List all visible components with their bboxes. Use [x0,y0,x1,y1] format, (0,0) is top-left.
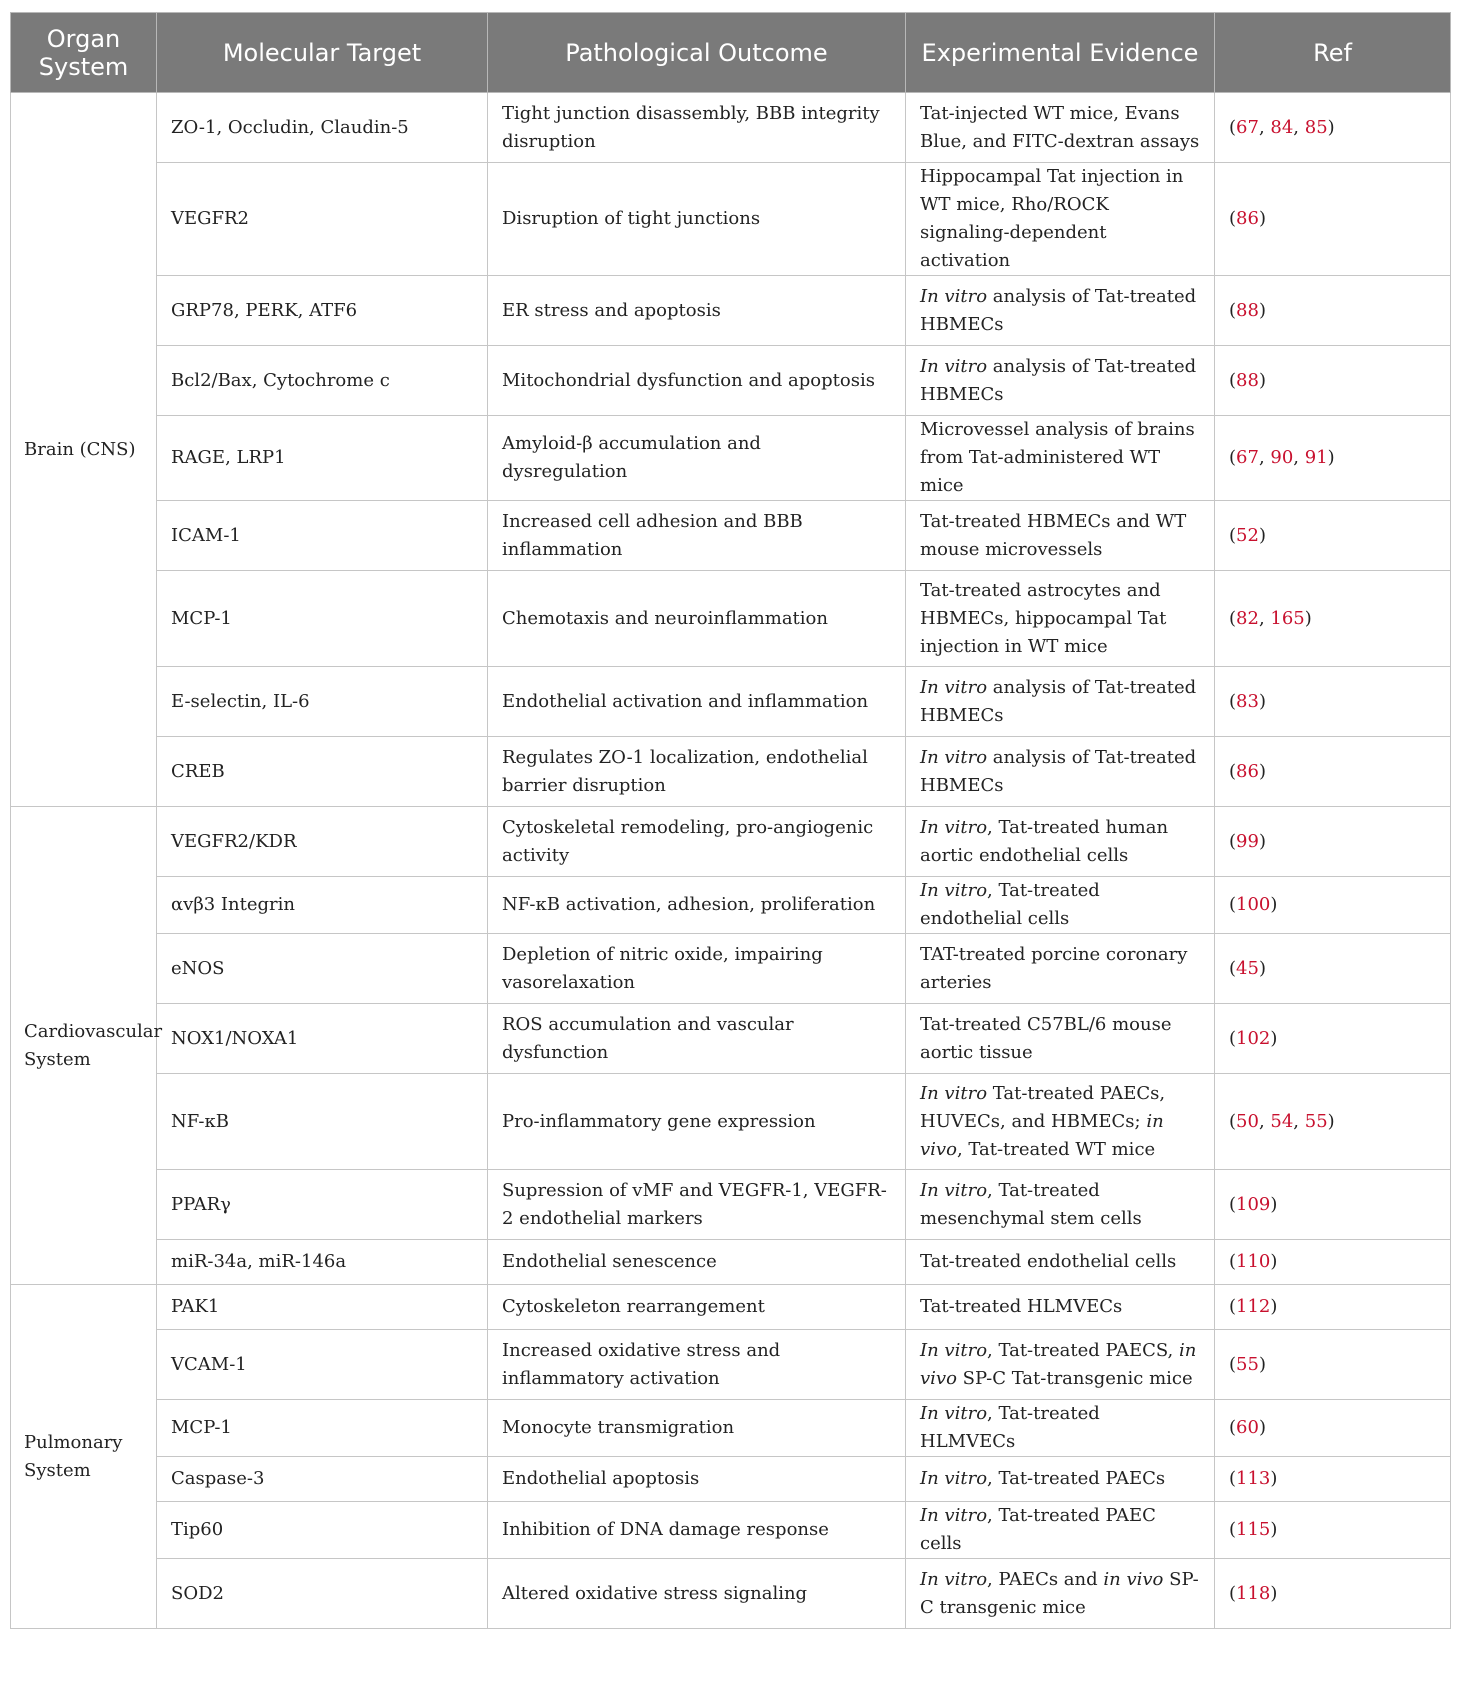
pathological-outcome-cell: Mitochondrial dysfunction and apoptosis [488,346,906,416]
evidence-text: , Tat-treated HLMVECs [920,1403,1106,1452]
reference-link[interactable]: 84 [1270,116,1294,138]
experimental-evidence-cell [906,1502,1215,1559]
experimental-evidence-cell [906,1559,1215,1629]
pathological-outcome-cell: ER stress and apoptosis [488,276,906,346]
ref-cell: (115) [1215,1502,1451,1559]
ref-cell: (99) [1215,807,1451,877]
organ-system-cell: Brain (CNS) [11,93,157,807]
table-row [11,667,1451,737]
ref-cell: (45) [1215,934,1451,1004]
reference-link[interactable]: 90 [1270,447,1294,468]
ref-cell: (110) [1215,1240,1451,1285]
pathological-outcome-cell: Endothelial apoptosis [488,1457,906,1502]
pathological-outcome-cell: Increased oxidative stress and inflammatory activation [488,1330,906,1400]
molecular-target-cell: NF-κB [157,1074,488,1170]
reference-link[interactable]: 45 [1236,957,1259,979]
evidence-text: , PAECs and [987,1568,1104,1590]
table-row [11,163,1451,276]
molecular-target-cell: NOX1/NOXA1 [157,1004,488,1074]
organ-system-cell: Cardiovascular System [11,807,157,1285]
reference-link[interactable]: 88 [1236,299,1259,321]
reference-link[interactable]: 99 [1236,830,1259,852]
molecular-target-cell: E-selectin, IL-6 [157,667,488,737]
ref-cell: (102) [1215,1004,1451,1074]
table-row [11,1457,1451,1502]
reference-link[interactable]: 54 [1270,1110,1294,1132]
evidence-italic-text: In vitro [920,1179,988,1201]
reference-link[interactable]: 82 [1236,607,1259,629]
reference-link[interactable]: 112 [1236,1296,1271,1317]
experimental-evidence-cell [906,1170,1215,1240]
pathological-outcome-cell: Pro-inflammatory gene expression [488,1074,906,1170]
experimental-evidence-cell [906,807,1215,877]
molecular-target-cell: VEGFR2/KDR [157,807,488,877]
table-row [11,276,1451,346]
evidence-text: analysis of Tat-treated HBMECs [920,355,1202,405]
evidence-text: analysis of Tat-treated HBMECs [920,285,1202,335]
table-row [11,1400,1451,1457]
organ-system-cell: Pulmonary System [11,1285,157,1629]
evidence-text: TAT-treated porcine coronary arteries [920,943,1194,993]
molecular-target-cell: eNOS [157,934,488,1004]
ref-cell: (112) [1215,1285,1451,1330]
molecular-target-cell: PAK1 [157,1285,488,1330]
reference-link[interactable]: 55 [1304,1110,1328,1132]
evidence-italic-text: In vitro [920,676,988,698]
table-row [11,416,1451,501]
molecular-target-cell: ZO-1, Occludin, Claudin-5 [157,93,488,163]
reference-link[interactable]: 100 [1236,894,1271,915]
evidence-italic-text: in vivo [920,1110,1170,1160]
header-molecular-target: Molecular Target [157,13,488,93]
pathological-outcome-cell: Regulates ZO-1 localization, endothelial barrier disruption [488,737,906,807]
evidence-text: Microvessel analysis of brains from Tat-administered WT mice [920,419,1201,496]
table-row [11,1330,1451,1400]
evidence-text: SP-C Tat-transgenic mice [956,1367,1193,1389]
molecular-target-cell: VEGFR2 [157,163,488,276]
molecular-target-cell: PPARγ [157,1170,488,1240]
experimental-evidence-cell [906,276,1215,346]
pathological-outcome-cell: NF-κB activation, adhesion, proliferation [488,877,906,934]
reference-link[interactable]: 102 [1236,1027,1271,1049]
molecular-target-cell: GRP78, PERK, ATF6 [157,276,488,346]
reference-link[interactable]: 50 [1236,1110,1259,1132]
evidence-italic-text: In vitro [920,1505,988,1526]
molecular-target-cell: MCP-1 [157,571,488,667]
evidence-italic-text: In vitro [920,1403,988,1424]
experimental-evidence-cell [906,1330,1215,1400]
evidence-text: , Tat-treated human aortic endothelial cells [920,816,1174,866]
evidence-text: Tat-treated astrocytes and HBMECs, hippocampal Tat injection in WT mice [920,579,1173,657]
pathological-outcome-cell: Depletion of nitric oxide, impairing vasorelaxation [488,934,906,1004]
table-row [11,877,1451,934]
ref-cell: (67, 90, 91) [1215,416,1451,501]
molecular-target-cell: Bcl2/Bax, Cytochrome c [157,346,488,416]
reference-link[interactable]: 83 [1236,690,1259,712]
pathological-outcome-cell: Tight junction disassembly, BBB integrity disruption [488,93,906,163]
experimental-evidence-cell [906,346,1215,416]
reference-link[interactable]: 109 [1236,1193,1271,1215]
evidence-text: SP-C transgenic mice [920,1568,1199,1618]
ref-cell: (50, 54, 55) [1215,1074,1451,1170]
molecular-target-cell: SOD2 [157,1559,488,1629]
pathological-outcome-cell: Endothelial senescence [488,1240,906,1285]
molecular-target-cell: MCP-1 [157,1400,488,1457]
table-row [11,93,1451,163]
pathological-outcome-cell: Endothelial activation and inflammation [488,667,906,737]
table-row [11,1285,1451,1330]
pathological-outcome-cell: Cytoskeletal remodeling, pro-angiogenic activity [488,807,906,877]
evidence-italic-text: In vitro [920,285,988,307]
evidence-italic-text: In vitro [920,816,988,838]
evidence-text: , Tat-treated PAECs [987,1468,1166,1489]
reference-link[interactable]: 55 [1236,1353,1259,1375]
reference-link[interactable]: 91 [1304,447,1328,468]
ref-cell: (52) [1215,501,1451,571]
table-row [11,934,1451,1004]
header-row [11,13,1451,93]
reference-link[interactable]: 67 [1236,447,1259,468]
ref-cell: (113) [1215,1457,1451,1502]
table-row [11,571,1451,667]
reference-link[interactable]: 67 [1236,116,1259,138]
evidence-text: , Tat-treated PAEC cells [920,1505,1162,1554]
reference-link[interactable]: 110 [1236,1251,1271,1272]
molecular-target-cell: ICAM-1 [157,501,488,571]
evidence-text: Tat-treated endothelial cells [920,1251,1177,1272]
ref-cell: (109) [1215,1170,1451,1240]
evidence-italic-text: In vitro [920,1468,988,1489]
evidence-text: Tat-treated HBMECs and WT mouse microvessels [920,510,1193,560]
experimental-evidence-cell [906,737,1215,807]
experimental-evidence-cell [906,877,1215,934]
molecular-target-cell: miR-34a, miR-146a [157,1240,488,1285]
table-row [11,1004,1451,1074]
evidence-italic-text: In vitro [920,355,988,377]
reference-link[interactable]: 113 [1236,1468,1271,1489]
table-row [11,501,1451,571]
evidence-text: Hippocampal Tat injection in WT mice, Rho/ROCK signaling-dependent activation [920,166,1190,271]
experimental-evidence-cell [906,501,1215,571]
header-pathological-outcome: Pathological Outcome [488,13,906,93]
ref-cell: (86) [1215,163,1451,276]
reference-link[interactable]: 60 [1236,1417,1259,1438]
pathological-outcome-cell: Altered oxidative stress signaling [488,1559,906,1629]
experimental-evidence-cell [906,1285,1215,1330]
table-row [11,346,1451,416]
pathological-outcome-cell: Inhibition of DNA damage response [488,1502,906,1559]
header-ref: Ref [1215,13,1451,93]
pathological-outcome-cell: Cytoskeleton rearrangement [488,1285,906,1330]
molecular-target-cell: αvβ3 Integrin [157,877,488,934]
table-row [11,1240,1451,1285]
pathological-outcome-cell: Disruption of tight junctions [488,163,906,276]
experimental-evidence-cell [906,1240,1215,1285]
header-organ-system: Organ System [11,13,157,93]
table-row [11,1502,1451,1559]
experimental-evidence-cell [906,667,1215,737]
evidence-text: , Tat-treated endothelial cells [920,880,1106,929]
evidence-italic-text: in vivo [1103,1568,1164,1590]
evidence-text: analysis of Tat-treated HBMECs [920,676,1202,726]
pathological-outcome-cell: Chemotaxis and neuroinflammation [488,571,906,667]
evidence-italic-text: In vitro [920,746,988,768]
evidence-italic-text: In vitro [920,1568,988,1590]
ref-cell: (100) [1215,877,1451,934]
ref-cell: (67, 84, 85) [1215,93,1451,163]
evidence-text: Tat-injected WT mice, Evans Blue, and FITC-dextran assays [920,102,1200,152]
experimental-evidence-cell [906,93,1215,163]
molecular-target-cell: RAGE, LRP1 [157,416,488,501]
reference-link[interactable]: 88 [1236,369,1259,391]
pathological-outcome-cell: Monocyte transmigration [488,1400,906,1457]
table-row [11,737,1451,807]
reference-link[interactable]: 85 [1304,116,1328,138]
reference-link[interactable]: 86 [1236,208,1259,229]
evidence-text: Tat-treated PAECs, HUVECs, and HBMECs; [920,1082,1171,1132]
experimental-evidence-cell [906,1457,1215,1502]
table-row [11,1170,1451,1240]
reference-link[interactable]: 115 [1236,1519,1271,1540]
experimental-evidence-cell [906,416,1215,501]
experimental-evidence-cell [906,1004,1215,1074]
ref-cell: (118) [1215,1559,1451,1629]
ref-cell: (55) [1215,1330,1451,1400]
reference-link[interactable]: 165 [1270,607,1305,629]
ref-cell: (88) [1215,346,1451,416]
evidence-italic-text: In vitro [920,1339,988,1361]
ref-cell: (82, 165) [1215,571,1451,667]
experimental-evidence-cell [906,571,1215,667]
evidence-text: , Tat-treated WT mice [956,1138,1156,1160]
experimental-evidence-cell [906,1074,1215,1170]
table-row [11,807,1451,877]
molecular-target-cell: Tip60 [157,1502,488,1559]
pathological-outcome-cell: Supression of vMF and VEGFR-1, VEGFR-2 endothelial markers [488,1170,906,1240]
experimental-evidence-cell [906,934,1215,1004]
table-body [11,93,1451,1629]
pathological-outcome-cell: Amyloid-β accumulation and dysregulation [488,416,906,501]
ref-cell: (88) [1215,276,1451,346]
evidence-text: Tat-treated C57BL/6 mouse aortic tissue [920,1013,1178,1063]
experimental-evidence-cell [906,163,1215,276]
evidence-text: , Tat-treated mesenchymal stem cells [920,1179,1142,1229]
pathological-outcome-cell: ROS accumulation and vascular dysfunction [488,1004,906,1074]
evidence-italic-text: In vitro [920,880,988,901]
evidence-text: , Tat-treated PAECS, [987,1339,1179,1361]
pathological-outcome-cell: Increased cell adhesion and BBB inflammation [488,501,906,571]
reference-link[interactable]: 118 [1236,1582,1271,1604]
evidence-text: Tat-treated HLMVECs [920,1296,1123,1317]
reference-link[interactable]: 52 [1236,524,1259,546]
molecular-target-cell: Caspase-3 [157,1457,488,1502]
evidence-italic-text: in vivo [920,1339,1203,1389]
data-table [10,12,1451,1629]
table-row [11,1074,1451,1170]
ref-cell: (60) [1215,1400,1451,1457]
molecular-target-cell: VCAM-1 [157,1330,488,1400]
reference-link[interactable]: 86 [1236,760,1259,782]
header-experimental-evidence: Experimental Evidence [906,13,1215,93]
molecular-target-cell: CREB [157,737,488,807]
evidence-text: analysis of Tat-treated HBMECs [920,746,1202,796]
ref-cell: (86) [1215,737,1451,807]
table-row [11,1559,1451,1629]
evidence-italic-text: In vitro [920,1082,988,1104]
ref-cell: (83) [1215,667,1451,737]
experimental-evidence-cell [906,1400,1215,1457]
